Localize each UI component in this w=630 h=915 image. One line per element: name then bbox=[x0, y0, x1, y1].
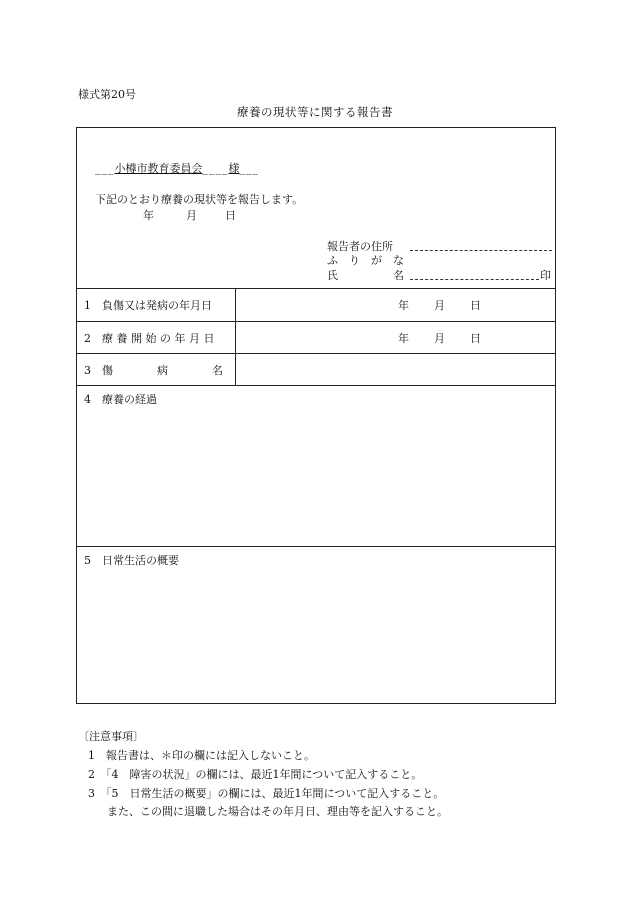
report-form bbox=[76, 127, 556, 704]
reporter-address-field[interactable] bbox=[410, 250, 552, 251]
row-onset-date-label: 1 負傷又は発病の年月日 bbox=[84, 299, 212, 312]
form-number: 様式第20号 bbox=[78, 88, 136, 101]
treatment-progress-field[interactable] bbox=[77, 406, 555, 544]
reporter-furigana-label: ふ り が な bbox=[327, 254, 404, 267]
report-statement: 下記のとおり療養の現状等を報告します。 bbox=[95, 193, 304, 206]
disease-name-field[interactable] bbox=[236, 354, 556, 384]
document-title: 療養の現状等に関する報告書 bbox=[237, 105, 393, 119]
row-onset-month: 月 bbox=[434, 299, 445, 312]
note-item: 3 「5 日常生活の概要」の欄には、最近1年間について記入すること。 bbox=[88, 787, 445, 800]
report-date-year: 年 bbox=[143, 209, 154, 222]
onset-date-field[interactable] bbox=[236, 289, 556, 320]
seal-mark: 印 bbox=[540, 269, 551, 282]
addressee-prefix-blank: ___ bbox=[95, 162, 115, 175]
row-daily-life-label: 5 日常生活の概要 bbox=[84, 554, 179, 567]
note-item: 1 報告書は、＊印の欄には記入しないこと。 bbox=[88, 749, 315, 762]
addressee-mid-blank: ____ bbox=[202, 162, 229, 175]
divider-line bbox=[77, 385, 555, 386]
reporter-name-field[interactable] bbox=[410, 279, 539, 280]
treatment-start-field[interactable] bbox=[236, 322, 556, 352]
divider-line bbox=[77, 546, 555, 547]
daily-life-field[interactable] bbox=[77, 568, 555, 702]
note-item: 2 「4 障害の状況」の欄には、最近1年間について記入すること。 bbox=[88, 768, 423, 781]
note-item: また、この間に退職した場合はその年月日、理由等を記入すること。 bbox=[107, 805, 448, 818]
notes-heading: 〔注意事項〕 bbox=[78, 730, 144, 743]
row-treatment-start-label: 2 療 養 開 始 の 年 月 日 bbox=[84, 332, 215, 345]
report-date-day: 日 bbox=[225, 209, 236, 222]
row-disease-name-label: 3 傷 病 名 bbox=[84, 364, 223, 377]
addressee-line[interactable] bbox=[95, 160, 259, 176]
reporter-address-label: 報告者の住所 bbox=[327, 240, 393, 253]
row-onset-year: 年 bbox=[398, 299, 409, 312]
report-date-month: 月 bbox=[186, 209, 197, 222]
row-treatment-progress-label: 4 療養の経過 bbox=[84, 393, 157, 406]
addressee-honorific: 様 bbox=[228, 162, 240, 175]
row-treatment-month: 月 bbox=[434, 332, 445, 345]
row-onset-day: 日 bbox=[470, 299, 481, 312]
reporter-name-label: 氏 名 bbox=[327, 269, 404, 282]
row-treatment-year: 年 bbox=[398, 332, 409, 345]
row-treatment-day: 日 bbox=[470, 332, 481, 345]
report-date[interactable] bbox=[143, 207, 236, 223]
addressee-name: 小樽市教育委員会 bbox=[114, 162, 203, 175]
addressee-suffix-blank: ___ bbox=[239, 162, 259, 175]
